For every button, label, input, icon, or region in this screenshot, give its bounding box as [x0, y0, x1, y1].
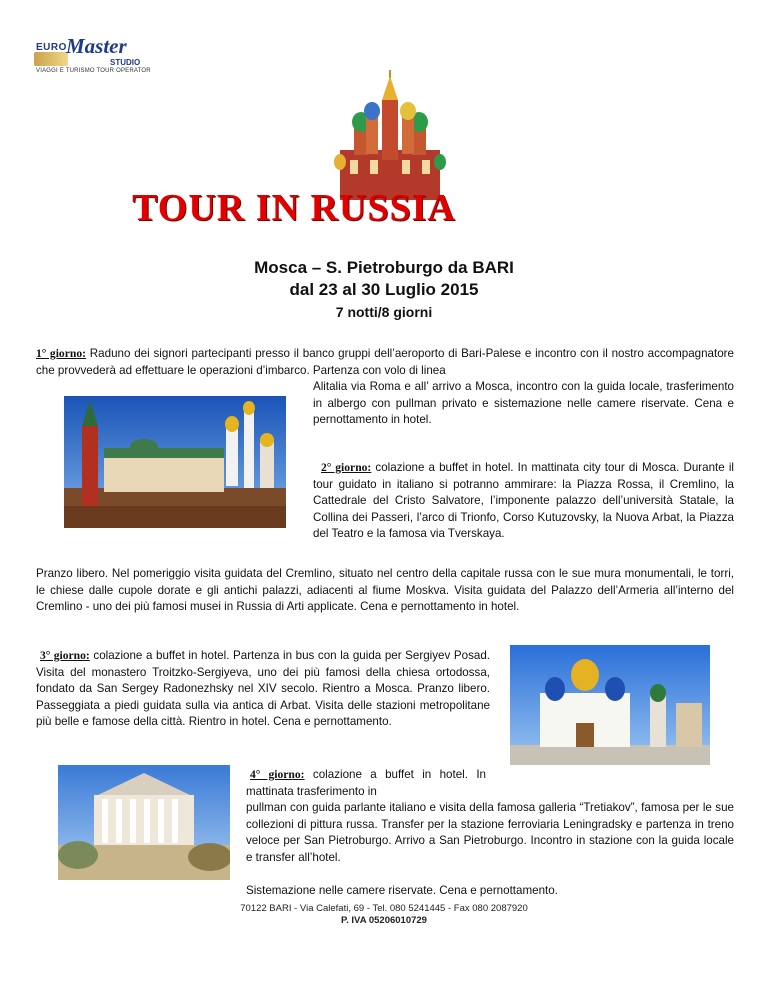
monastery-photo	[510, 645, 710, 765]
day3-text: colazione a buffet in hotel. Partenza in bus con la guida per Sergiyev Posad. Visita del monastero Troitzko-Sergiyeva, uno dei più famosi della chiesa ortodossa, fondato da San Sergey Radonezhsky nel XIV secolo. Rientro a Mosca. Pranzo libero. Passeggiata a piedi guidata sulla via antica di Arbat. Visita delle stazioni metropolitane più belle e famose della città. Rientro in hotel. Cena e pernottamento.	[36, 649, 490, 729]
day1-paragraph-cont: Alitalia via Roma e all’ arrivo a Mosca, incontro con la guida locale, trasferimento in albergo con pullman privato e sistemazione nelle camere riservate. Cena e pernottamento in hotel.	[313, 380, 734, 427]
tour-title-text: TOUR IN RUSSIA	[132, 187, 456, 229]
dates-heading: dal 23 al 30 Luglio 2015	[289, 280, 479, 299]
logo-studio: STUDIO	[110, 58, 141, 67]
footer-address: 70122 BARI - Via Calefati, 69 - Tel. 080 5241445 - Fax 080 2087920	[240, 903, 528, 914]
day4-label: 4° giorno:	[250, 768, 305, 781]
day4-paragraph-cont: pullman con guida parlante italiano e visita della famosa galleria “Tretiakov”, famosa per le sue collezioni di pittura russa. Transfer per la stazione ferroviaria Leningradsky e partenza in treno veloce per San Pietroburgo. Arrivo a San Pietroburgo. Incontro in stazione con la guida locale e transfer all’hotel.	[246, 801, 734, 864]
day4-closing: Sistemazione nelle camere riservate. Cena e pernottamento.	[246, 884, 558, 897]
day2-paragraph-cont: Pranzo libero. Nel pomeriggio visita guidata del Cremlino, situato nel centro della capitale russa con le sue mura monumentali, le torri, le chiese dalle cupole dorate e gli antichi palazzi, adiacenti al fiume Moskva. Visita guidata del Palazzo dell’Armeria all’interno del Cremlino - uno dei più famosi musei in Russia di Arti applicate. Cena e pernottamento in hotel.	[36, 567, 734, 614]
logo-swoosh	[34, 52, 68, 66]
day1-paragraph	[36, 346, 734, 379]
day1-text: Raduno dei signori partecipanti presso il banco gruppi dell’aeroporto di Bari-Palese e incontro con il nostro accompagnatore che provvederà ad effettuare le operazioni d’imbarco. Partenza con volo di linea	[36, 347, 734, 377]
st-basil-cathedral-image	[330, 70, 450, 200]
company-logo	[34, 34, 151, 78]
day4-text: colazione a buffet in hotel. In mattinata trasferimento in	[246, 768, 487, 798]
bolshoi-theatre-photo	[58, 765, 230, 880]
logo-euro: EURO	[36, 42, 67, 53]
duration-heading: 7 notti/8 giorni	[335, 304, 433, 320]
day3-paragraph	[36, 648, 490, 731]
tour-title	[0, 186, 768, 230]
route-heading: Mosca – S. Pietroburgo da BARI	[254, 258, 514, 277]
logo-subtitle: VIAGGI E TURISMO TOUR OPERATOR	[36, 68, 151, 74]
day1-label: 1° giorno:	[36, 347, 86, 360]
day2-paragraph	[313, 460, 734, 543]
day4-paragraph	[246, 767, 486, 800]
kremlin-photo	[64, 396, 286, 528]
day3-label: 3° giorno:	[40, 649, 90, 662]
footer-vat: P. IVA 05206010729	[341, 915, 427, 926]
day2-label: 2° giorno:	[321, 461, 372, 474]
logo-master: Master	[66, 34, 127, 58]
day2-text: colazione a buffet in hotel. In mattinata city tour di Mosca. Durante il tour guidato in italiano si potranno ammirare: la Piazza Rossa, il Cremlino, la Cattedrale del Cristo Salvatore, l’imponente palazzo dell’università Statale, la Collina dei Passeri, l’arco di Trionfo, Corso Kutuzovsky, la Nuova Arbat, la Piazza del Teatro e la famosa via Tverskaya.	[313, 461, 734, 541]
